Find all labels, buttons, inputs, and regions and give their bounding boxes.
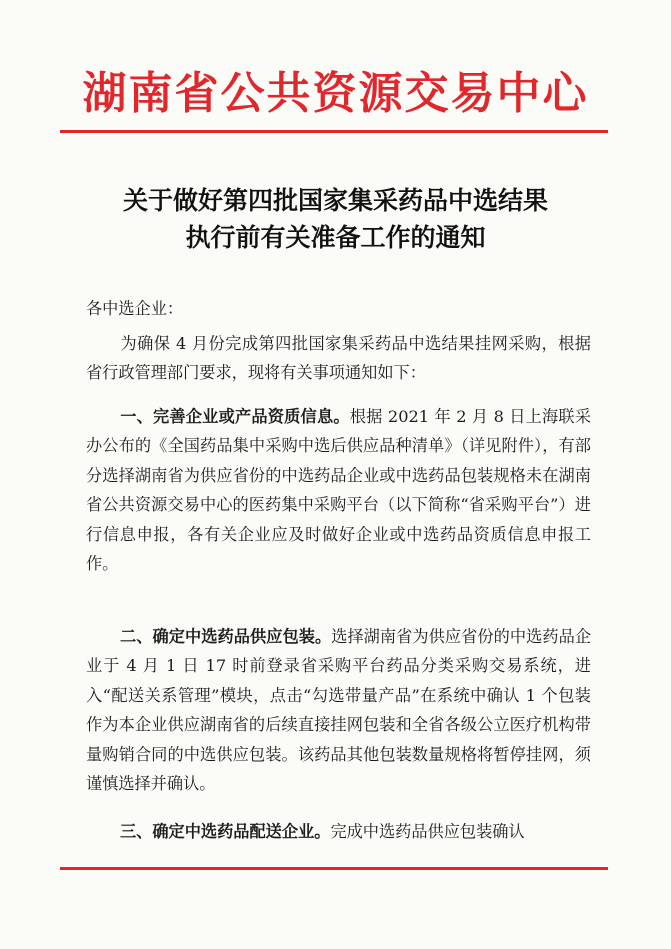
item3-body: 完成中选药品供应包装确认 <box>330 822 525 841</box>
item3-paragraph <box>86 817 591 846</box>
letterhead-org-name: 湖南省公共资源交易中心 <box>82 68 589 119</box>
item3-heading: 三、确定中选药品配送企业。 <box>120 822 331 841</box>
item2-paragraph <box>86 622 591 798</box>
item2-heading: 二、确定中选药品供应包装。 <box>120 627 332 646</box>
salutation: 各中选企业： <box>86 299 184 318</box>
notice-title-line2: 执行前有关准备工作的通知 <box>185 223 486 252</box>
item2-body: 选择湖南省为供应省份的中选药品企业于 4 月 1 日 17 时前登录省采购平台药品分类采购交易系统，进入“配送关系管理”模块，点击“勾选带量产品”在系统中确认 1 个包装作为本企业供应湖南省的后续直接挂网包装和全省各级公立医疗机构带量购销合同的中选供应包装。该药品其他包装数量规格将暂停挂网，须谨慎选择并确认。 <box>86 627 592 794</box>
item1-body: 根据 2021 年 2 月 8 日上海联采办公布的《全国药品集中采购中选后供应品种清单》（详见附件），有部分选择湖南省为供应省份的中选药品企业或中选药品包装规格未在湖南省公共资源交易中心的医药集中采购平台（以下简称“省采购平台”）进行信息申报，各有关企业应及时做好企业或中选药品资质信息申报工作。 <box>86 407 592 574</box>
item1-paragraph <box>86 402 591 578</box>
notice-title-line1: 关于做好第四批国家集采药品中选结果 <box>122 186 548 215</box>
intro-text: 为确保 4 月份完成第四批国家集采药品中选结果挂网采购，根据省行政管理部门要求，现将有关事项通知如下： <box>86 334 591 383</box>
letterhead-red-rule <box>60 130 608 133</box>
footer-red-rule <box>60 867 608 870</box>
intro-paragraph <box>86 329 591 388</box>
item1-heading: 一、完善企业或产品资质信息。 <box>120 407 350 426</box>
